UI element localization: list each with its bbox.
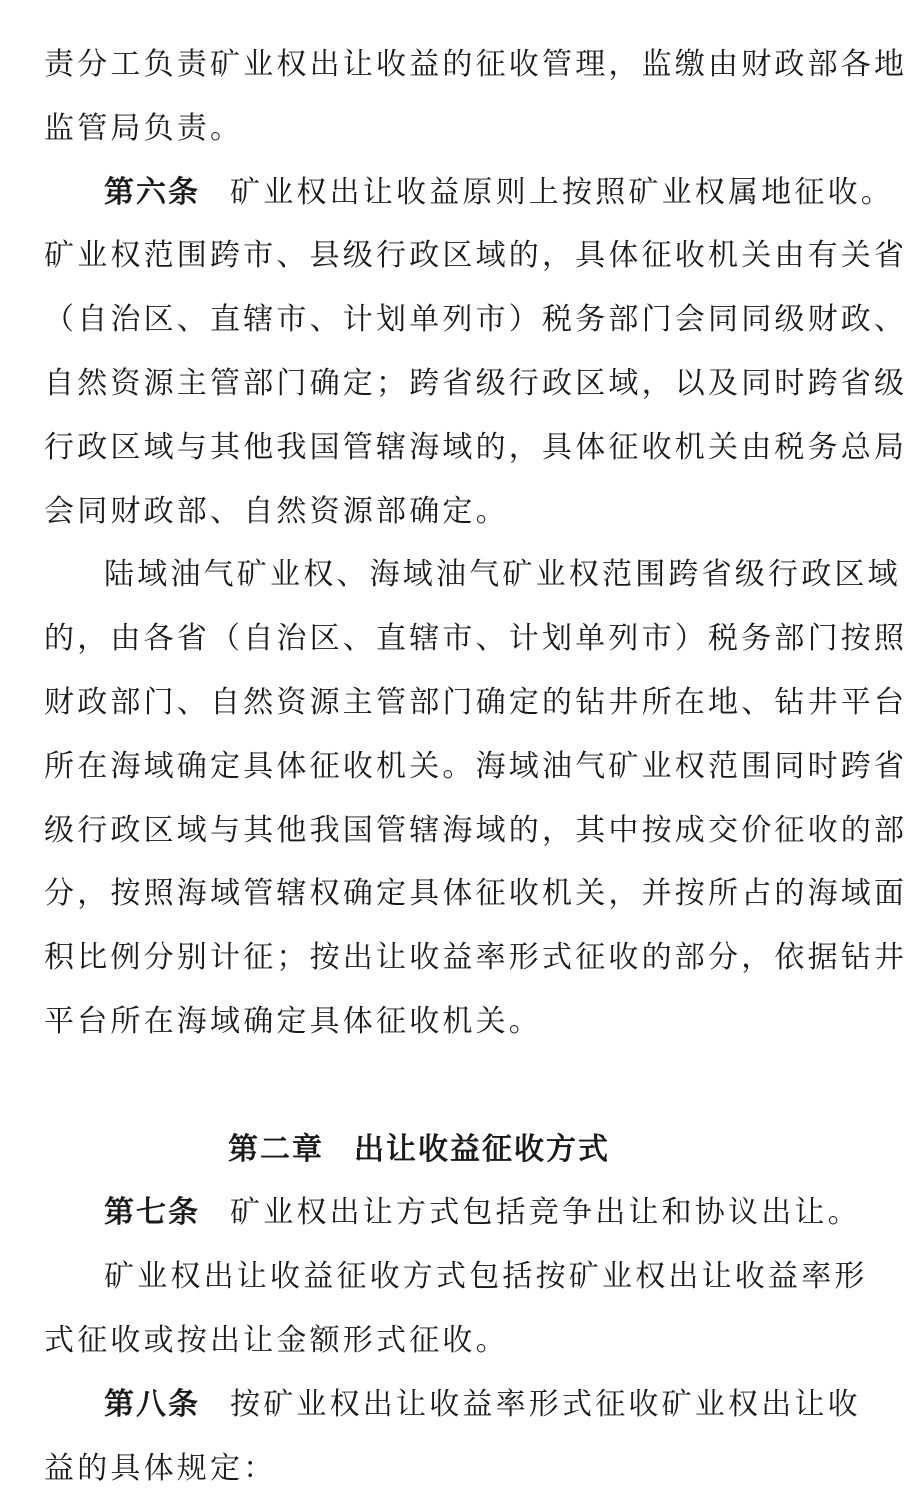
chapter-number: 第二章 [228,1131,324,1167]
text-line: 自然资源主管部门确定；跨省级行政区域，以及同时跨省级 [44,365,907,401]
article-7-text: 矿业权出让方式包括竞争出让和协议出让。 [230,1195,861,1231]
text-line: 责分工负责矿业权出让收益的征收管理，监缴由财政部各地 [44,47,907,82]
document-page [44,38,907,1505]
chapter-title: 出让收益征收方式 [354,1131,610,1167]
article-6-text: 矿业权出让收益原则上按照矿业权属地征收。 [230,174,894,210]
article-7-first-line [44,1186,861,1240]
text-line: 积比例分别计征；按出让收益率形式征收的部分，依据钻井 [44,940,907,976]
article-6-first-line [44,166,894,220]
text-line: （自治区、直辖市、计划单列市）税务部门会同同级财政、 [44,302,907,338]
article-8-label: 第八条 [104,1386,200,1422]
article-7-label: 第七条 [104,1195,200,1231]
text-line: 的，由各省（自治区、直辖市、计划单列市）税务部门按照 [44,621,907,657]
text-line: 会同财政部、自然资源部确定。 [44,493,509,529]
article-8-text: 按矿业权出让收益率形式征收矿业权出让收 [230,1386,861,1422]
chapter-heading [44,1123,794,1177]
article-6-label: 第六条 [104,174,200,210]
text-line: 监管局负责。 [44,110,244,146]
text-line: 分，按照海域管辖权确定具体征收机关，并按所占的海域面 [44,876,907,912]
text-line: 级行政区域与其他我国管辖海域的，其中按成交价征收的部 [44,812,907,848]
article-8-first-line [44,1378,861,1432]
text-line: 所在海域确定具体征收机关。海域油气矿业权范围同时跨省 [44,748,907,784]
text-line: 财政部门、自然资源主管部门确定的钻井所在地、钻井平台 [44,684,907,720]
text-line: 式征收或按出让金额形式征收。 [44,1322,509,1358]
spacer [44,1059,794,1113]
text-line: 矿业权出让收益征收方式包括按矿业权出让收益率形 [104,1259,868,1295]
text-line: 平台所在海域确定具体征收机关。 [44,1003,542,1039]
text-line: 矿业权范围跨市、县级行政区域的，具体征收机关由有关省 [44,238,907,274]
text-line: 陆域油气矿业权、海域油气矿业权范围跨省级行政区域 [104,557,901,593]
text-line: 益的具体规定： [44,1450,277,1486]
text-line: 行政区域与其他我国管辖海域的，具体征收机关由税务总局 [44,429,907,465]
